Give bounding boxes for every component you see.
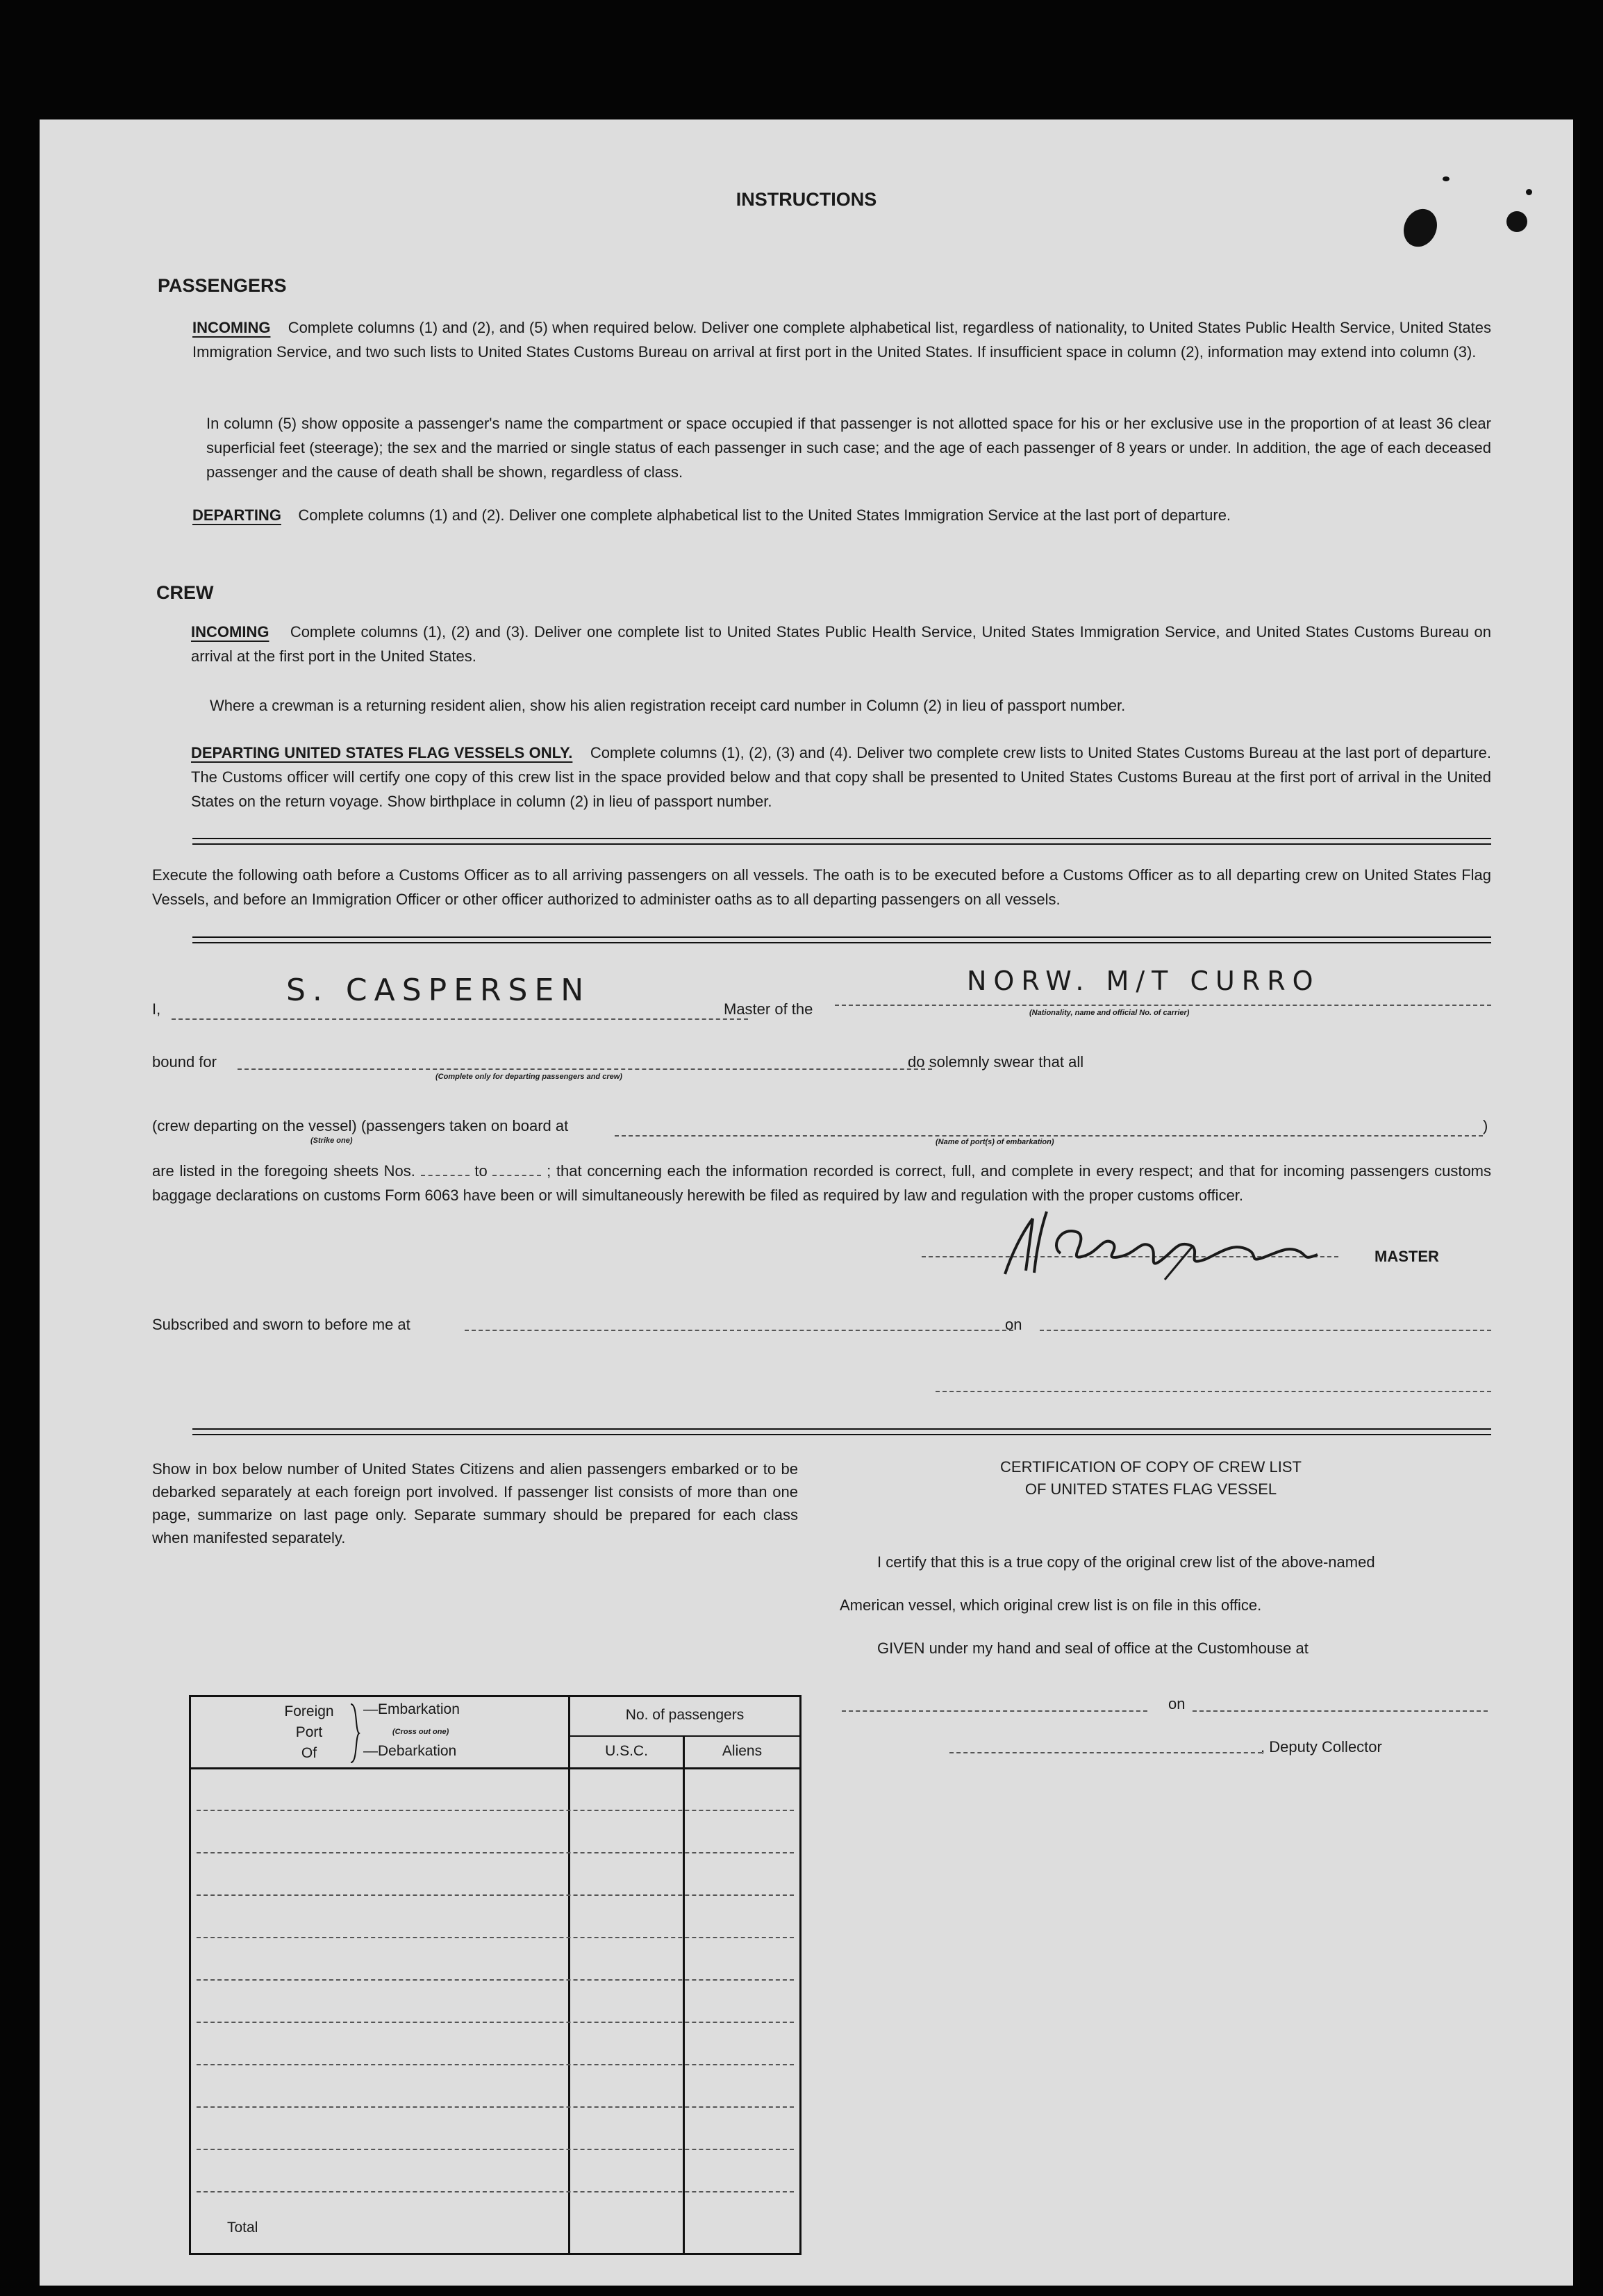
crew-departing-line-label: (crew departing on the vessel) (passengers taken on board at [152, 1117, 569, 1134]
form-page [40, 119, 1573, 2286]
bound-for-label: bound for [152, 1053, 217, 1071]
vessel-caption: (Nationality, name and official No. of carrier) [1029, 1009, 1190, 1017]
table-divider [683, 1735, 685, 2253]
certification-title-line-2: OF UNITED STATES FLAG VESSEL [1024, 1480, 1277, 1498]
table-row [197, 1894, 794, 1896]
ink-stain [1443, 176, 1450, 181]
passengers-departing-paragraph [192, 503, 1491, 527]
certify-line-2: American vessel, which original crew list is on file in this office. [840, 1596, 1262, 1614]
vessel-handwritten: NORW. M/T CURRO [967, 966, 1320, 996]
given-line: GIVEN under my hand and seal of office at the Customhouse at [877, 1640, 1309, 1657]
listed-to-label: to [474, 1162, 488, 1180]
certification-title-line-1: CERTIFICATION OF COPY OF CREW LIST [1000, 1458, 1302, 1476]
port-label: Port [295, 1724, 323, 1740]
subscribed-label: Subscribed and sworn to before me at [152, 1316, 410, 1333]
officer-signature-line [936, 1391, 1491, 1392]
cross-out-caption: (Cross out one) [392, 1728, 449, 1736]
close-paren: ) [1483, 1117, 1488, 1134]
total-label: Total [227, 2220, 258, 2236]
sheet-from-field [421, 1175, 470, 1176]
table-divider [568, 1697, 570, 2253]
crew-incoming-label: INCOMING [191, 623, 269, 641]
i-label: I, [152, 1000, 161, 1018]
incoming-label: INCOMING [192, 319, 271, 336]
bound-for-line [238, 1068, 932, 1070]
listed-paragraph [152, 1159, 1491, 1207]
oath-intro: Execute the following oath before a Customs Officer as to all arriving passengers on all vessels. The oath is to be executed before a Customs Officer as to all departing crew on United States Flag Vessels, and before an Immigration Officer or other officer authorized to administer oaths as to all departing passengers on all vessels. [152, 866, 1491, 908]
crew-departing-text: Complete columns (1), (2), (3) and (4). Deliver two complete crew lists to United States Customs Bureau at the last port of departure. The Customs officer will certify one copy of this crew list in the space provided below and that copy shall be presented to United States Customs Bureau at the first port of arrival in the United States on the return voyage. Show birthplace in column (2) in lieu of passport number. [191, 744, 1492, 810]
listed-text-b: ; that concerning each the information recorded is correct, full, and complete in every respect; and that for incoming passengers customs baggage declarations on customs Form 6063 have been or will simultaneously herewith be filed as required by law and regulation with the proper customs officer. [152, 1162, 1492, 1204]
passengers-incoming-paragraph [192, 315, 1491, 364]
swear-label: do solemnly swear that all [908, 1053, 1084, 1071]
subscribed-date-line [1040, 1330, 1491, 1331]
column5-paragraph: In column (5) show opposite a passenger's name the compartment or space occupied if that passenger is not allotted space for his or her exclusive use in the proportion of at least 36 clear superficial feet (steerage); the sex and the married or single status of each passenger in such case; and the age of each passenger of 8 years or under. In addition, the age of each deceased passenger and the cause of death shall be shown, regardless of class. [206, 415, 1491, 481]
passenger-summary-table [189, 1695, 802, 2255]
deputy-collector-label: , Deputy Collector [1261, 1738, 1382, 1756]
bound-for-caption: (Complete only for departing passengers and crew) [435, 1073, 622, 1081]
cert-on-label: on [1168, 1695, 1186, 1712]
departing-text: Complete columns (1) and (2). Deliver one complete alphabetical list to the United States Immigration Service at the last port of departure. [298, 506, 1231, 524]
certification-title [838, 1456, 1463, 1501]
master-signature [984, 1205, 1359, 1281]
master-label: MASTER [1374, 1248, 1439, 1265]
resident-alien-paragraph: Where a crewman is a returning resident alien, show his alien registration receipt card number in Column (2) in lieu of passport number. [210, 697, 1126, 714]
no-passengers-header: No. of passengers [625, 1707, 745, 1723]
customhouse-line [842, 1710, 1147, 1712]
master-name-line [172, 1018, 748, 1020]
ink-stain [1397, 204, 1443, 252]
crew-departing-paragraph [191, 741, 1491, 813]
subscribed-on-label: on [1005, 1316, 1022, 1333]
divider [192, 1428, 1491, 1435]
table-divider [568, 1735, 799, 1737]
table-row [197, 1979, 794, 1981]
vessel-line [835, 1005, 1491, 1006]
table-row [197, 1810, 794, 1811]
master-name-handwritten: S. CASPERSEN [286, 973, 591, 1008]
brace-icon [348, 1703, 362, 1764]
embarkation-label: —Embarkation [363, 1701, 460, 1717]
foreign-label: Foreign [284, 1703, 334, 1719]
crew-heading: CREW [156, 582, 214, 603]
certify-line-1: I certify that this is a true copy of the original crew list of the above-named [877, 1553, 1375, 1571]
cert-date-line [1193, 1710, 1488, 1712]
table-row [197, 1937, 794, 1938]
table-row [197, 1852, 794, 1853]
of-label: Of [301, 1745, 317, 1761]
table-row [197, 2022, 794, 2023]
strike-one-caption: (Strike one) [310, 1137, 353, 1145]
ports-line [615, 1135, 1483, 1137]
master-of-label: Master of the [724, 1000, 813, 1018]
table-divider [191, 1767, 799, 1769]
subscribed-place-line [465, 1330, 1013, 1331]
passengers-heading: PASSENGERS [158, 275, 287, 296]
summary-instructions: Show in box below number of United States Citizens and alien passengers embarked or to be debarked separately at each foreign port involved. If passenger list consists of more than one page, summarize on last page only. Separate summary should be prepared for each class when manifested separately. [152, 1460, 798, 1546]
ports-caption: (Name of port(s) of embarkation) [936, 1138, 1054, 1146]
page-title: INSTRUCTIONS [736, 189, 877, 210]
table-row [197, 2064, 794, 2065]
deputy-collector-line [949, 1752, 1262, 1753]
foreign-port-of-header [274, 1701, 344, 1764]
departing-label: DEPARTING [192, 506, 281, 524]
crew-departing-label: DEPARTING UNITED STATES FLAG VESSELS ONLY. [191, 744, 573, 761]
debarkation-label: —Debarkation [363, 1743, 457, 1759]
divider [192, 838, 1491, 845]
table-row [197, 2106, 794, 2108]
crew-incoming-paragraph [191, 620, 1491, 668]
aliens-header: Aliens [722, 1743, 763, 1759]
crew-incoming-text: Complete columns (1), (2) and (3). Deliver one complete list to United States Public Health Service, United States Immigration Service, and United States Customs Bureau on arrival at the first port in the United States. [191, 623, 1492, 665]
divider [192, 936, 1491, 943]
table-row [197, 2191, 794, 2192]
incoming-text: Complete columns (1) and (2), and (5) when required below. Deliver one complete alphabetical list, regardless of nationality, to United States Public Health Service, United States Immigration Service, and two such lists to United States Customs Bureau on arrival at first port in the United States. If insufficient space in column (2), information may extend into column (3). [192, 319, 1492, 361]
usc-header: U.S.C. [605, 1743, 648, 1759]
sheet-to-field [492, 1175, 541, 1176]
table-row [197, 2149, 794, 2150]
listed-text-a: are listed in the foregoing sheets Nos. [152, 1162, 415, 1180]
ink-stain [1506, 211, 1527, 232]
